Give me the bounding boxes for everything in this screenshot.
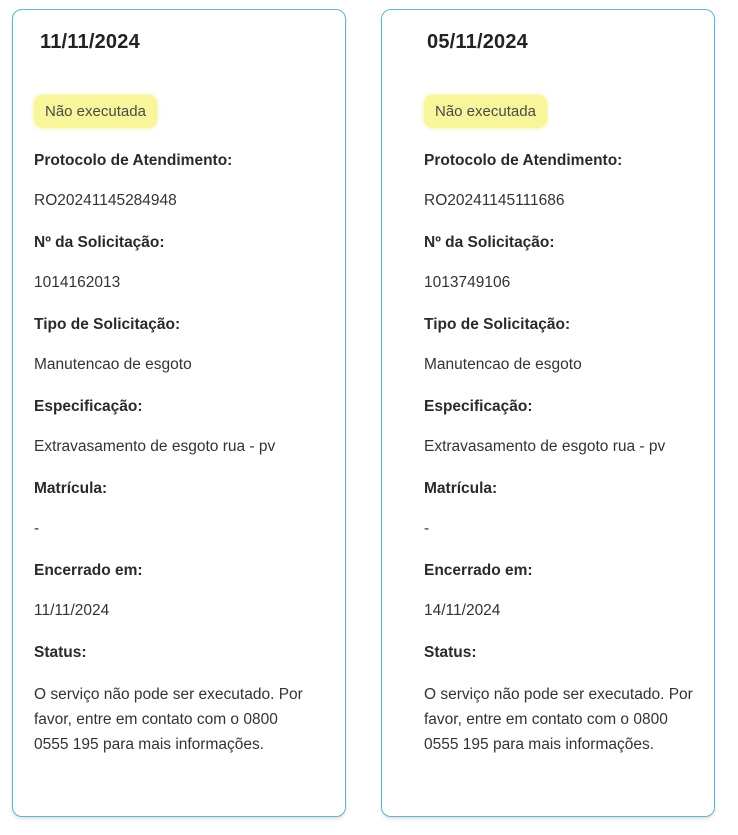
request-type-value: Manutencao de esgoto (34, 356, 192, 373)
registration-label: Matrícula: (34, 480, 108, 497)
card-date: 05/11/2024 (427, 31, 528, 53)
status-label: Status: (34, 644, 87, 661)
registration-value: - (34, 520, 40, 537)
status-message: O serviço não pode ser executado. Por favor, entre em contato com o 0800 0555 195 para mais informações. (34, 686, 303, 753)
service-request-card-2[interactable] (381, 9, 715, 817)
status-message: O serviço não pode ser executado. Por favor, entre em contato com o 0800 0555 195 para mais informações. (424, 686, 693, 753)
specification-value: Extravasamento de esgoto rua - pv (34, 438, 276, 455)
specification-value: Extravasamento de esgoto rua - pv (424, 438, 666, 455)
card-fields (424, 150, 724, 757)
request-type-label: Tipo de Solicitação: (424, 316, 571, 333)
request-number-label: Nº da Solicitação: (34, 234, 165, 251)
protocol-value: RO20241145284948 (34, 192, 177, 209)
request-type-value: Manutencao de esgoto (424, 356, 582, 373)
registration-label: Matrícula: (424, 480, 498, 497)
protocol-label: Protocolo de Atendimento: (34, 152, 233, 169)
service-request-card-1[interactable] (12, 9, 346, 817)
request-type-label: Tipo de Solicitação: (34, 316, 181, 333)
status-label: Status: (424, 644, 477, 661)
status-badge: Não executada (424, 95, 547, 128)
request-number-value: 1014162013 (34, 274, 121, 291)
card-date: 11/11/2024 (40, 31, 140, 53)
closed-at-label: Encerrado em: (424, 562, 533, 579)
request-number-label: Nº da Solicitação: (424, 234, 555, 251)
registration-value: - (424, 520, 430, 537)
closed-at-label: Encerrado em: (34, 562, 143, 579)
closed-at-value: 14/11/2024 (424, 602, 501, 619)
specification-label: Especificação: (424, 398, 533, 415)
protocol-label: Protocolo de Atendimento: (424, 152, 623, 169)
status-badge: Não executada (34, 95, 157, 128)
closed-at-value: 11/11/2024 (34, 602, 110, 619)
request-number-value: 1013749106 (424, 274, 511, 291)
card-fields (34, 150, 334, 757)
protocol-value: RO20241145111686 (424, 192, 565, 209)
specification-label: Especificação: (34, 398, 143, 415)
